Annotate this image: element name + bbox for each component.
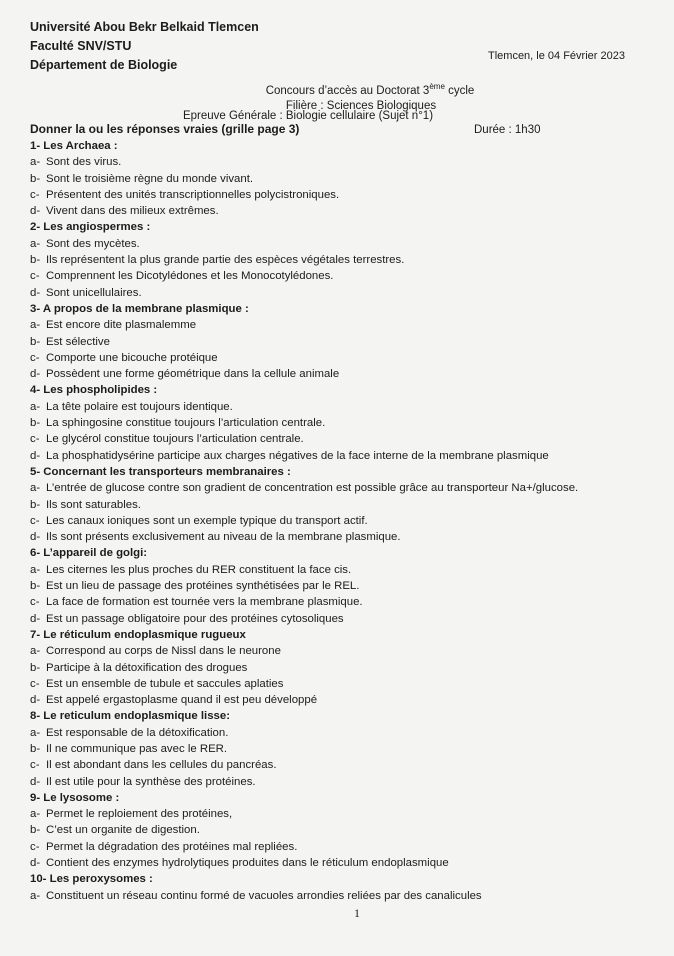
answer-text: Il est abondant dans les cellules du pancréas.	[46, 759, 277, 772]
exam-title: Concours d’accès au Doctorat 3ème cycle	[265, 82, 475, 97]
answer-letter: a-	[30, 319, 41, 332]
answer-letter: d-	[30, 449, 41, 462]
answer-text: Le glycérol constitue toujours l’articulation centrale.	[46, 433, 304, 446]
answer-text: Participe à la détoxification des drogues	[46, 661, 248, 674]
answer-option	[30, 285, 660, 301]
exam-filiere: Filière : Sciences Biologiques	[285, 100, 437, 112]
answer-letter: c-	[30, 270, 40, 283]
answer-text: Constituent un réseau continu formé de vacuoles arrondies reliées par des canalicules	[46, 889, 482, 902]
answer-option	[30, 187, 660, 203]
answer-letter: b-	[30, 417, 41, 430]
answer-text: La face de formation est tournée vers la membrane plasmique.	[46, 596, 363, 609]
answer-text: Est appelé ergastoplasme quand il est peu développé	[46, 694, 318, 707]
answer-option	[30, 725, 660, 741]
university-name: Université Abou Bekr Belkaid Tlemcen	[30, 20, 259, 34]
faculty-name: Faculté SNV/STU	[30, 39, 132, 53]
answer-letter: b-	[30, 824, 41, 837]
instructions: Donner la ou les réponses vraies (grille page 3)	[30, 122, 300, 136]
answer-option	[30, 268, 660, 284]
answer-option	[30, 236, 660, 252]
answer-letter: a-	[30, 808, 41, 821]
answer-letter: d-	[30, 694, 41, 707]
answer-text: L’entrée de glucose contre son gradient de concentration est possible grâce au transporteur Na+/glucose.	[46, 482, 579, 495]
answer-option	[30, 611, 660, 627]
answer-option	[30, 822, 660, 838]
answer-option	[30, 203, 660, 219]
answer-text: La sphingosine constitue toujours l’articulation centrale.	[46, 417, 326, 430]
exam-date: Tlemcen, le 04 Février 2023	[488, 50, 625, 62]
answer-text: Permet le reploiement des protéines,	[46, 808, 233, 821]
answer-letter: c-	[30, 840, 40, 853]
answer-option	[30, 171, 660, 187]
question-title: 6- L’appareil de golgi:	[30, 547, 148, 560]
answer-letter: a-	[30, 726, 41, 739]
answer-option	[30, 513, 660, 529]
answer-option	[30, 497, 660, 513]
answer-text: C’est un organite de digestion.	[46, 824, 200, 837]
answer-option	[30, 154, 660, 170]
answer-text: Contient des enzymes hydrolytiques produites dans le réticulum endoplasmique	[46, 857, 449, 870]
answer-text: Ils représentent la plus grande partie des espèces végétales terrestres.	[46, 254, 405, 267]
answer-text: Les citernes les plus proches du RER constituent la face cis.	[46, 563, 352, 576]
answer-option	[30, 415, 660, 431]
answer-option	[30, 839, 660, 855]
question-title: 8- Le reticulum endoplasmique lisse:	[30, 710, 231, 723]
answer-text: Vivent dans des milieux extrêmes.	[46, 205, 219, 218]
answer-letter: c-	[30, 596, 40, 609]
answer-letter: a-	[30, 645, 41, 658]
answer-letter: b-	[30, 661, 41, 674]
answer-text: Sont des mycètes.	[46, 237, 140, 250]
institution-header	[30, 18, 259, 75]
answer-letter: a-	[30, 482, 41, 495]
answer-option	[30, 252, 660, 268]
answer-option	[30, 334, 660, 350]
answer-text: Sont le troisième règne du monde vivant.	[46, 172, 254, 185]
exam-duration: Durée : 1h30	[474, 124, 541, 136]
answer-option	[30, 676, 660, 692]
answer-letter: d-	[30, 775, 41, 788]
answer-letter: b-	[30, 172, 41, 185]
department-name: Département de Biologie	[30, 58, 178, 72]
answer-text: Comprennent les Dicotylédones et les Monocotylédones.	[46, 270, 334, 283]
answer-letter: a-	[30, 400, 41, 413]
answer-letter: d-	[30, 531, 41, 544]
answer-text: Présentent des unités transcriptionnelles polycistroniques.	[46, 188, 340, 201]
answer-text: La phosphatidysérine participe aux charges négatives de la face interne de la membrane plasmique	[46, 449, 549, 462]
answer-option	[30, 692, 660, 708]
answer-text: Il est utile pour la synthèse des protéines.	[46, 775, 256, 788]
answer-letter: a-	[30, 237, 41, 250]
question-title: 9- Le lysosome :	[30, 791, 120, 804]
answer-option	[30, 529, 660, 545]
answer-text: La tête polaire est toujours identique.	[46, 400, 233, 413]
answer-option	[30, 578, 660, 594]
answer-text: Sont des virus.	[46, 156, 122, 169]
answer-letter: d-	[30, 286, 41, 299]
question-title: 3- A propos de la membrane plasmique :	[30, 302, 249, 315]
answer-text: Les canaux ioniques sont un exemple typique du transport actif.	[46, 514, 368, 527]
answer-option	[30, 317, 660, 333]
answer-option	[30, 888, 660, 904]
answer-option	[30, 741, 660, 757]
answer-letter: c-	[30, 433, 40, 446]
answer-text: Est encore dite plasmalemme	[46, 319, 197, 332]
question-title: 5- Concernant les transporteurs membranaires :	[30, 465, 291, 478]
answer-option	[30, 660, 660, 676]
question-title: 7- Le réticulum endoplasmique rugueux	[30, 628, 246, 641]
question-title: 2- Les angiospermes :	[30, 221, 151, 234]
answer-option	[30, 448, 660, 464]
answer-letter: c-	[30, 677, 40, 690]
answer-letter: c-	[30, 351, 40, 364]
answer-text: Sont unicellulaires.	[46, 286, 142, 299]
answer-letter: a-	[30, 889, 41, 902]
answer-text: Est un ensemble de tubule et saccules aplaties	[46, 677, 284, 690]
answer-text: Est responsable de la détoxification.	[46, 726, 229, 739]
answer-letter: a-	[30, 563, 41, 576]
answer-option	[30, 399, 660, 415]
answer-letter: b-	[30, 742, 41, 755]
answer-text: Comporte une bicouche protéique	[46, 351, 218, 364]
page-number: 1	[354, 906, 360, 920]
answer-option	[30, 480, 660, 496]
answer-option	[30, 562, 660, 578]
answer-text: Est un lieu de passage des protéines synthétisées par le REL.	[46, 580, 360, 593]
answer-letter: d-	[30, 368, 41, 381]
answer-text: Ils sont saturables.	[46, 498, 141, 511]
answer-letter: c-	[30, 514, 40, 527]
answer-option	[30, 643, 660, 659]
answer-text: Est sélective	[46, 335, 110, 348]
answer-option	[30, 594, 660, 610]
answer-text: Possèdent une forme géométrique dans la cellule animale	[46, 368, 340, 381]
answer-letter: a-	[30, 156, 41, 169]
answer-letter: b-	[30, 498, 41, 511]
question-list	[30, 138, 660, 904]
answer-option	[30, 806, 660, 822]
answer-option	[30, 431, 660, 447]
answer-letter: b-	[30, 254, 41, 267]
exam-epreuve: Epreuve Générale : Biologie cellulaire (Sujet n°1)	[182, 110, 434, 122]
question-title: 4- Les phospholipides :	[30, 384, 158, 397]
question-title: 1- Les Archaea :	[30, 140, 118, 152]
answer-letter: d-	[30, 857, 41, 870]
answer-letter: b-	[30, 580, 41, 593]
answer-text: Ils sont présents exclusivement au niveau de la membrane plasmique.	[46, 531, 401, 544]
answer-text: Est un passage obligatoire pour des protéines cytosoliques	[46, 612, 344, 625]
question-title: 10- Les peroxysomes :	[30, 873, 153, 886]
answer-option	[30, 350, 660, 366]
answer-option	[30, 855, 660, 871]
answer-letter: d-	[30, 205, 41, 218]
answer-option	[30, 757, 660, 773]
answer-letter: c-	[30, 759, 40, 772]
answer-letter: c-	[30, 188, 40, 201]
answer-letter: d-	[30, 612, 41, 625]
answer-letter: b-	[30, 335, 41, 348]
answer-text: Correspond au corps de Nissl dans le neurone	[46, 645, 281, 658]
answer-option	[30, 774, 660, 790]
answer-text: Permet la dégradation des protéines mal repliées.	[46, 840, 298, 853]
answer-option	[30, 366, 660, 382]
answer-text: Il ne communique pas avec le RER.	[46, 742, 228, 755]
